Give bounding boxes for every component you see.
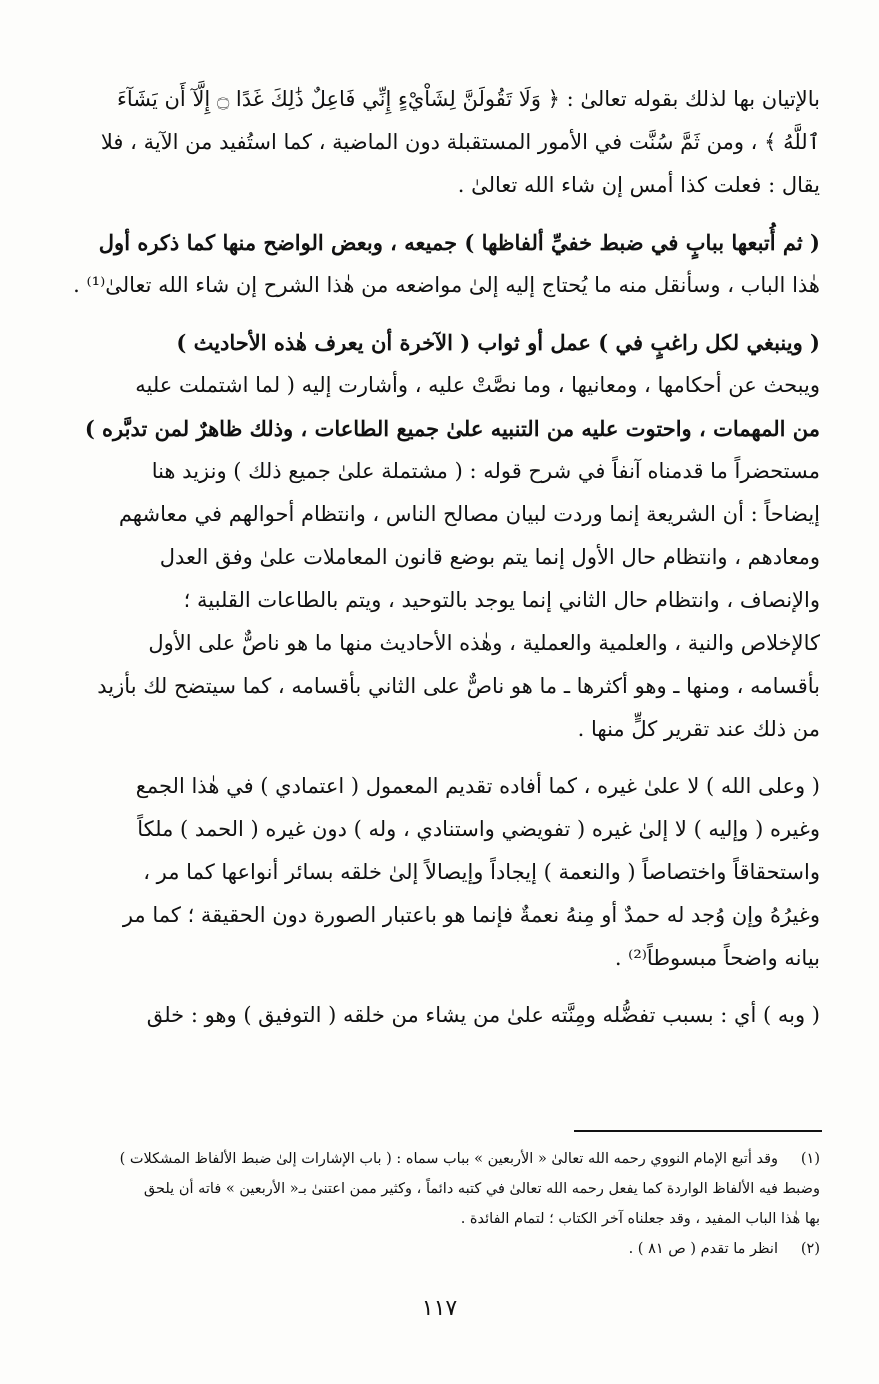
- text-line: كالإخلاص والنية ، والعلمية والعملية ، وهٰذه الأحاديث منها ما هو ناصٌّ على الأول: [148, 631, 820, 655]
- text-line: بأقسامه ، ومنها ـ وهو أكثرها ـ ما هو ناصٌّ على الثاني بأقسامه ، كما سيتضح لك بأزيد: [97, 674, 820, 698]
- footnote-text: وقد أتبع الإمام النووي رحمه الله تعالىٰ « الأربعين » بباب سماه : ( باب الإشارات إلىٰ ضبط الألفاظ المشكلات ): [119, 1151, 778, 1167]
- text-line: والإنصاف ، وانتظام حال الثاني إنما يوجد بالتوحيد ، ويتم بالطاعات القلبية ؛: [183, 588, 820, 612]
- text-line: من المهمات ، واحتوت عليه من التنبيه علىٰ جميع الطاعات ، وذلك ظاهرٌ لمن تدبَّره ): [84, 416, 820, 441]
- text-line: يقال : فعلت كذا أمس إن شاء الله تعالىٰ .: [457, 173, 820, 197]
- text-line: واستحقاقاً واختصاصاً ( والنعمة ) إيجاداً وإيصالاً إلىٰ خلقه بسائر أنواعها كما مر ،: [143, 860, 820, 884]
- footnote-1: [40, 1144, 820, 1174]
- footnote-number: (٢): [800, 1241, 820, 1257]
- paragraph-3: [48, 321, 820, 751]
- text-line: هٰذا الباب ، وسأنقل منه ما يُحتاج إليه إلىٰ مواضعه من هٰذا الشرح إن شاء الله تعالىٰ⁽¹⁾ .: [73, 273, 820, 297]
- page-number: ١١٧: [421, 1296, 458, 1321]
- footnote-text: بها هٰذا الباب المفيد ، وقد جعلناه آخر الكتاب ؛ لتمام الفائدة .: [460, 1211, 820, 1227]
- text-line: من ذلك عند تقرير كلٍّ منها .: [577, 717, 820, 741]
- text-line: بيانه واضحاً مبسوطاً⁽²⁾ .: [614, 946, 820, 970]
- text-line: مستحضراً ما قدمناه آنفاً في شرح قوله : ( مشتملة علىٰ جميع ذلك ) ونزيد هنا: [151, 459, 820, 483]
- text-line: إيضاحاً : أن الشريعة إنما وردت لبيان مصالح الناس ، وانتظام أحوالهم في معاشهم: [118, 502, 820, 526]
- paragraph-5: [48, 994, 820, 1037]
- footnote-text: انظر ما تقدم ( ص ٨١ ) .: [628, 1241, 778, 1257]
- paragraph-1: [48, 78, 820, 207]
- paragraph-2: [48, 221, 820, 307]
- main-text: [48, 78, 820, 1051]
- paragraph-4: [48, 765, 820, 980]
- text-line: ٱللَّهُ ﴾ ، ومن ثَمَّ سُنَّت في الأمور المستقبلة دون الماضية ، كما استُفيد من الآية ، فلا: [100, 130, 820, 154]
- footnote-text: وضبط فيه الألفاظ الواردة كما يفعل رحمه الله تعالىٰ في كتبه دائماً ، وكثير ممن اعتنىٰ بـ« الأربعين » فاته أن يلحق: [143, 1181, 820, 1197]
- text-line: وغيره ( وإليه ) لا إلىٰ غيره ( تفويضي واستنادي ، وله ) دون غيره ( الحمد ) ملكاً: [137, 817, 820, 841]
- footnote-number: (١): [800, 1151, 820, 1167]
- footnote-separator: [574, 1130, 822, 1132]
- text-line: ( وبه ) أي : بسبب تفضُّله ومِنَّته علىٰ من يشاء من خلقه ( التوفيق ) وهو : خلق: [146, 1003, 820, 1027]
- text-line: ( وعلى الله ) لا علىٰ غيره ، كما أفاده تقديم المعمول ( اعتمادي ) في هٰذا الجمع: [135, 774, 820, 798]
- footnotes: [40, 1144, 820, 1264]
- text-line: ويبحث عن أحكامها ، ومعانيها ، وما نصَّتْ عليه ، وأشارت إليه ( لما اشتملت عليه: [135, 373, 820, 397]
- text-line: ومعادهم ، وانتظام حال الأول إنما يتم بوضع قانون المعاملات علىٰ وفق العدل: [159, 545, 820, 569]
- text-line: ( ثم أُتبعها ببابٍ في ضبط خفيِّ ألفاظها ) جميعه ، وبعض الواضح منها كما ذكره أول: [98, 230, 820, 255]
- text-line: بالإتيان بها لذلك بقوله تعالىٰ : ﴿ وَلَا تَقُولَنَّ لِشَاْيْءٍ إِنِّي فَاعِلٌ ذَٰلِكَ غَدًا ۝ إِلَّآ أَن يَشَآءَ: [116, 87, 820, 111]
- text-line: ( وينبغي لكل راغبٍ في ) عمل أو ثواب ( الآخرة أن يعرف هٰذه الأحاديث ): [176, 330, 820, 355]
- footnote-2: [40, 1234, 820, 1264]
- text-line: وغيرُهُ وإن وُجد له حمدٌ أو مِنهُ نعمةٌ فإنما هو باعتبار الصورة دون الحقيقة ؛ كما مر: [122, 903, 820, 927]
